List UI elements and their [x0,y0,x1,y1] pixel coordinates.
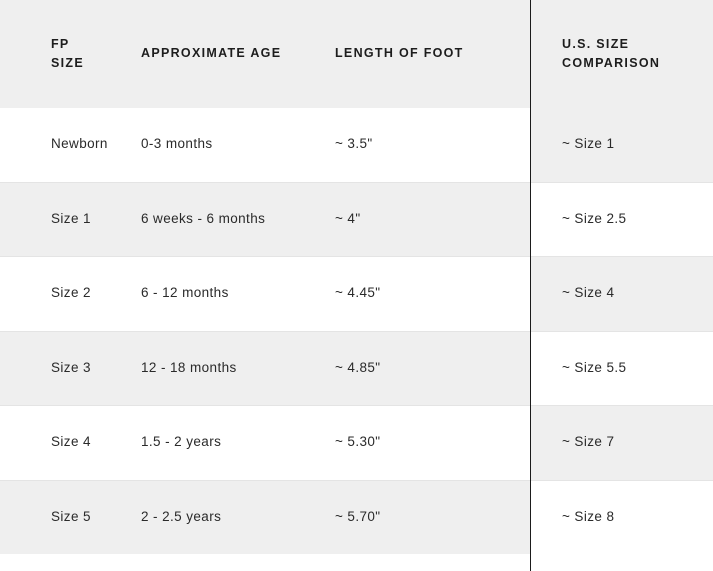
table-row [0,182,713,257]
cell-approximate-age [113,406,307,481]
column-header-us-size-comparison [531,0,713,108]
cell-approximate-age-text: 1.5 - 2 years [141,434,222,450]
column-header-us-size-comparison-label: U.S. SIZE COMPARISON [562,36,661,70]
cell-length-of-foot-text: ~ 4.85" [335,359,381,375]
column-header-approximate-age [113,0,307,108]
table-row [0,406,713,481]
table-row [0,108,713,182]
cell-fp-size [0,257,113,332]
cell-approximate-age [113,480,307,554]
cell-us-size-comparison-text: ~ Size 1 [562,136,615,152]
cell-us-size-comparison-text: ~ Size 2.5 [562,210,627,226]
cell-fp-size [0,182,113,257]
cell-us-size-comparison-text: ~ Size 7 [562,434,615,450]
column-header-fp-size [0,0,113,108]
cell-length-of-foot [307,331,531,406]
cell-length-of-foot [307,108,531,182]
table-body [0,108,713,554]
cell-approximate-age [113,182,307,257]
cell-fp-size-text: Size 1 [51,210,91,226]
cell-fp-size-text: Size 2 [51,285,91,301]
cell-approximate-age-text: 2 - 2.5 years [141,508,222,524]
cell-approximate-age [113,257,307,332]
cell-approximate-age-text: 6 - 12 months [141,285,229,301]
table-header [0,0,713,108]
cell-us-size-comparison [531,406,713,481]
column-header-approximate-age-label: APPROXIMATE AGE [141,46,282,61]
cell-length-of-foot-text: ~ 4.45" [335,285,381,301]
cell-us-size-comparison [531,331,713,406]
column-header-length-of-foot [307,0,531,108]
column-header-fp-size-label: FP SIZE [51,36,84,70]
cell-length-of-foot [307,480,531,554]
cell-approximate-age-text: 0-3 months [141,136,213,152]
cell-length-of-foot [307,257,531,332]
cell-fp-size [0,108,113,182]
table-row [0,480,713,554]
cell-us-size-comparison [531,182,713,257]
cell-us-size-comparison [531,480,713,554]
cell-us-size-comparison-text: ~ Size 5.5 [562,359,627,375]
cell-fp-size [0,331,113,406]
cell-us-size-comparison [531,257,713,332]
cell-fp-size-text: Size 3 [51,359,91,375]
cell-approximate-age-text: 6 weeks - 6 months [141,210,266,226]
cell-approximate-age [113,331,307,406]
cell-us-size-comparison-text: ~ Size 8 [562,508,615,524]
cell-length-of-foot-text: ~ 5.70" [335,508,381,524]
table-header-row [0,0,713,108]
cell-length-of-foot-text: ~ 5.30" [335,434,381,450]
cell-length-of-foot-text: ~ 4" [335,210,361,226]
cell-fp-size-text: Size 4 [51,434,91,450]
column-header-length-of-foot-label: LENGTH OF FOOT [335,46,464,61]
cell-fp-size-text: Size 5 [51,508,91,524]
cell-fp-size-text: Newborn [51,136,108,152]
cell-length-of-foot [307,406,531,481]
cell-us-size-comparison-text: ~ Size 4 [562,285,615,301]
table-row [0,257,713,332]
table-row [0,331,713,406]
cell-fp-size [0,480,113,554]
cell-length-of-foot [307,182,531,257]
cell-approximate-age-text: 12 - 18 months [141,359,237,375]
cell-fp-size [0,406,113,481]
cell-approximate-age [113,108,307,182]
cell-us-size-comparison [531,108,713,182]
cell-length-of-foot-text: ~ 3.5" [335,136,373,152]
